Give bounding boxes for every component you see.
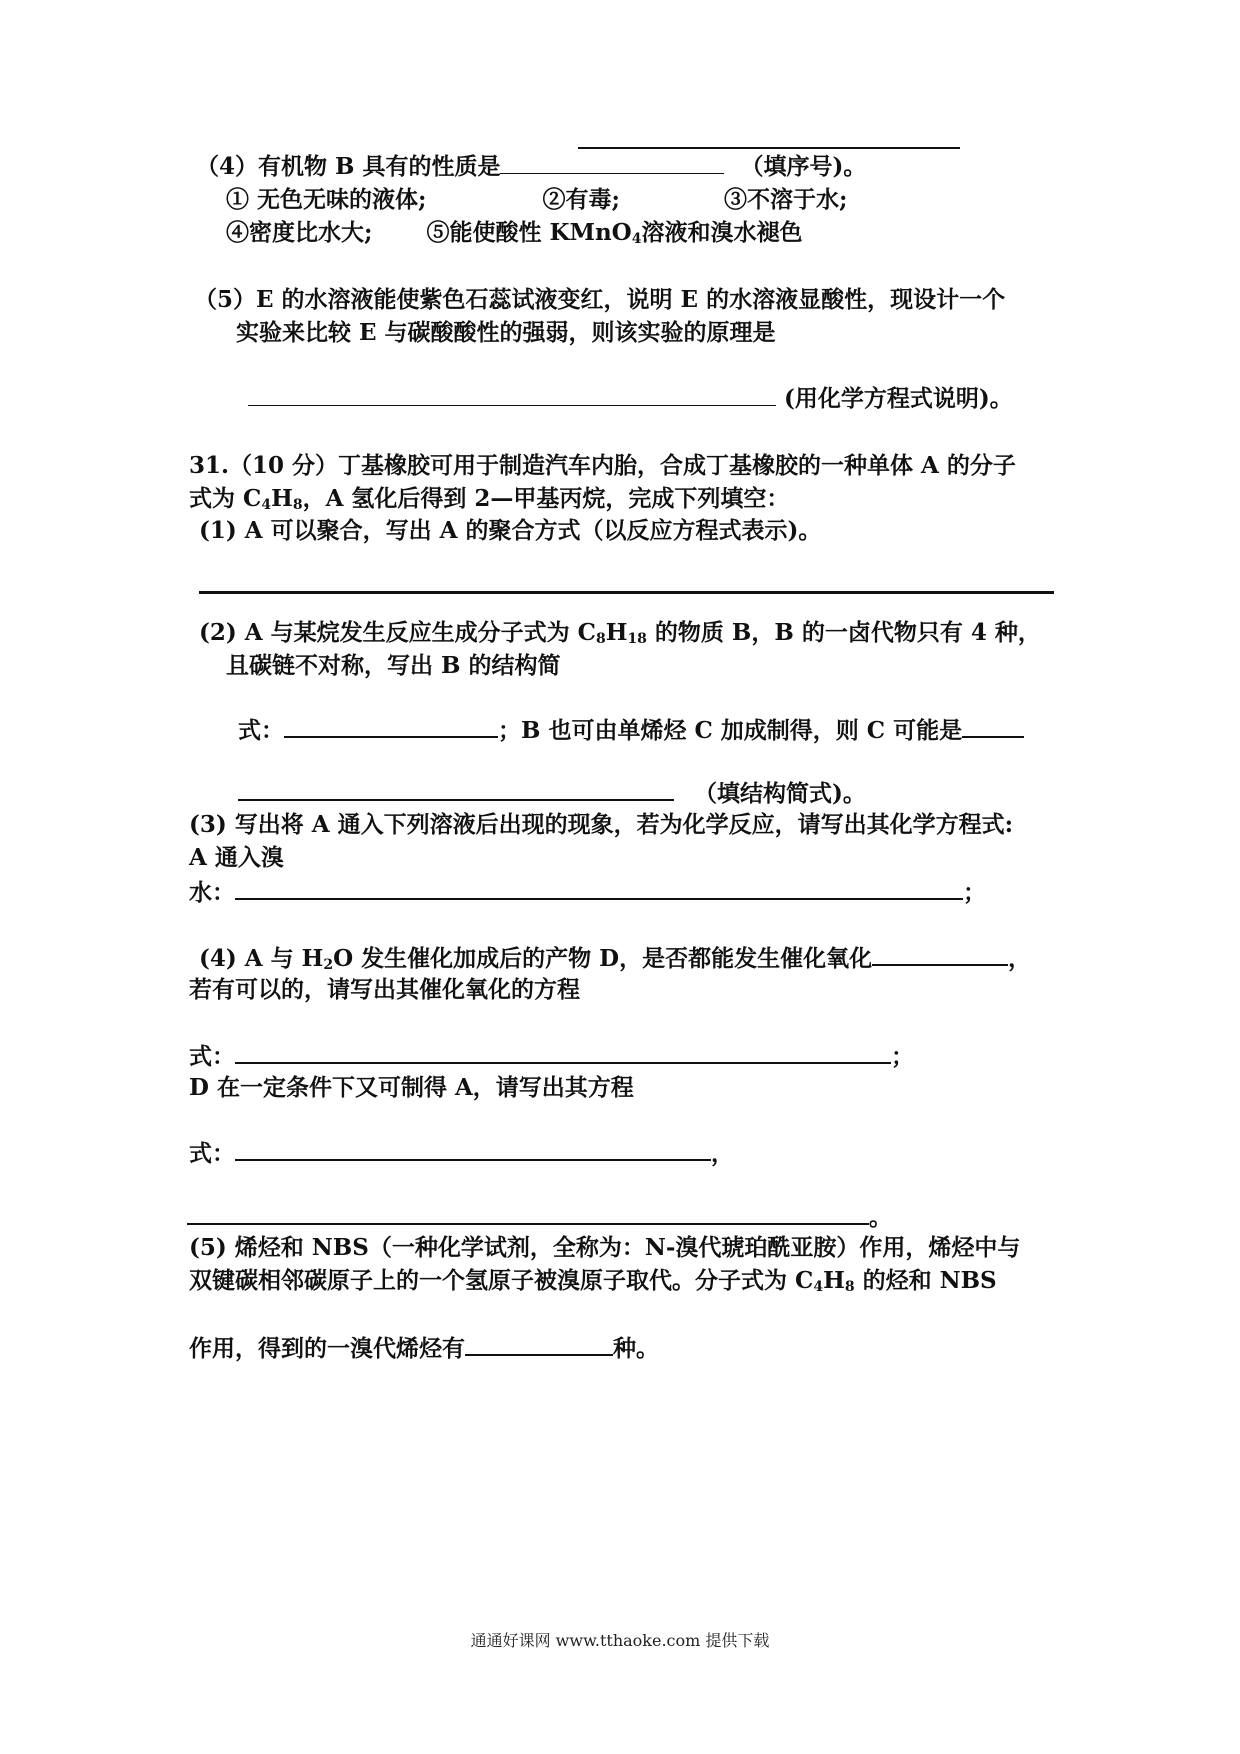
q31-part4-line5: 式： ， xyxy=(189,1137,734,1169)
q31-part1-answer-line[interactable] xyxy=(199,591,1054,594)
q5-equation-blank[interactable] xyxy=(248,383,776,406)
q4-options-row1 xyxy=(226,185,848,215)
q31-part4-line6: 。 xyxy=(187,1201,892,1233)
q4-line xyxy=(196,151,866,182)
q5-line1: （5）E 的水溶液能使紫色石蕊试液变红，说明 E 的水溶液显酸性，现设计一个 xyxy=(194,286,1006,313)
q31-part4-d-to-a-blank-cont[interactable] xyxy=(187,1201,869,1225)
q31-part5-count-blank[interactable] xyxy=(465,1332,613,1356)
q4-answer-blank[interactable] xyxy=(500,151,724,174)
q31-part5-line2: 双键碳相邻碳原子上的一个氢原子被溴原子取代。分子式为 $C_4H_8$ 的烃和 NBS xyxy=(189,1267,997,1295)
q5-line3 xyxy=(248,383,1013,414)
q31-part2-b-blank[interactable] xyxy=(284,714,498,738)
q31-part5-line3: 作用，得到的一溴代烯烃有 种。 xyxy=(189,1332,659,1364)
q4-option-3: ③不溶于水; xyxy=(724,186,848,213)
q4-suffix: （填序号)。 xyxy=(740,153,867,180)
q31-part3-line2: A 通入溴 xyxy=(189,844,284,871)
q31-part4-equation-blank[interactable] xyxy=(235,1040,891,1064)
q4-options-row2 xyxy=(226,218,802,254)
top-blank-rule xyxy=(578,147,960,149)
q4-option-4: ④密度比水大; xyxy=(226,219,373,246)
q31-part3-line1: (3) 写出将 A 通入下列溶液后出现的现象，若为化学反应，请写出其化学方程式: xyxy=(189,811,1014,838)
q31-part2-c-blank-start[interactable] xyxy=(962,714,1024,738)
q31-part3-bromine-blank[interactable] xyxy=(235,876,963,900)
q4-option-5: ⑤能使酸性 KMnO$_4$溶液和溴水褪色 xyxy=(426,219,803,247)
q31-part4-line2: 若有可以的，请写出其催化氧化的方程 xyxy=(189,976,580,1003)
q31-part2-line4: （填结构简式)。 xyxy=(238,777,866,809)
q4-option-2: ②有毒; xyxy=(542,186,620,213)
q31-line2: 式为 $C_4H_8$，A 氢化后得到 2—甲基丙烷，完成下列填空： xyxy=(189,485,790,513)
q31-line1: 31.（10 分）丁基橡胶可用于制造汽车内胎，合成丁基橡胶的一种单体 A 的分子 xyxy=(189,452,1016,479)
q31-part4-line4: D 在一定条件下又可制得 A，请写出其方程 xyxy=(189,1074,634,1101)
q31-part2-c-blank[interactable] xyxy=(238,777,674,801)
q5-line2: 实验来比较 E 与碳酸酸性的强弱，则该实验的原理是 xyxy=(236,319,776,346)
q31-part4-d-to-a-blank[interactable] xyxy=(235,1137,711,1161)
q31-part2-line1: (2) A 与某烷发生反应生成分子式为 $C_8H_{18}$ 的物质 B，B 的一卤代物只有 4 种， xyxy=(199,619,1041,647)
q31-part4-oxidation-blank[interactable] xyxy=(872,942,1008,966)
q31-part4-line3: 式： ； xyxy=(189,1040,914,1072)
q31-part1: (1) A 可以聚合，写出 A 的聚合方式（以反应方程式表示)。 xyxy=(199,517,822,544)
q5-suffix: (用化学方程式说明)。 xyxy=(784,385,1013,412)
q31-part5-line1: (5) 烯烃和 NBS（一种化学试剂，全称为：N-溴代琥珀酰亚胺）作用，烯烃中与 xyxy=(189,1234,1021,1261)
q31-part2-line3: 式： ；B 也可由单烯烃 C 加成制得，则 C 可能是 xyxy=(238,714,1024,746)
q31-part4-line1: (4) A 与 $H_2O$ 发生催化加成后的产物 D，是否都能发生催化氧化 ， xyxy=(199,942,1031,980)
q31-part3-line3: 水： ； xyxy=(189,876,986,908)
page-footer: 通通好课网 www.tthaoke.com 提供下载 xyxy=(470,1631,770,1650)
q31-part2-line2: 且碳链不对称，写出 B 的结构简 xyxy=(226,652,561,679)
q4-option-1: ① 无色无味的液体; xyxy=(226,186,427,213)
q4-prefix: （4）有机物 B 具有的性质是 xyxy=(196,153,501,180)
